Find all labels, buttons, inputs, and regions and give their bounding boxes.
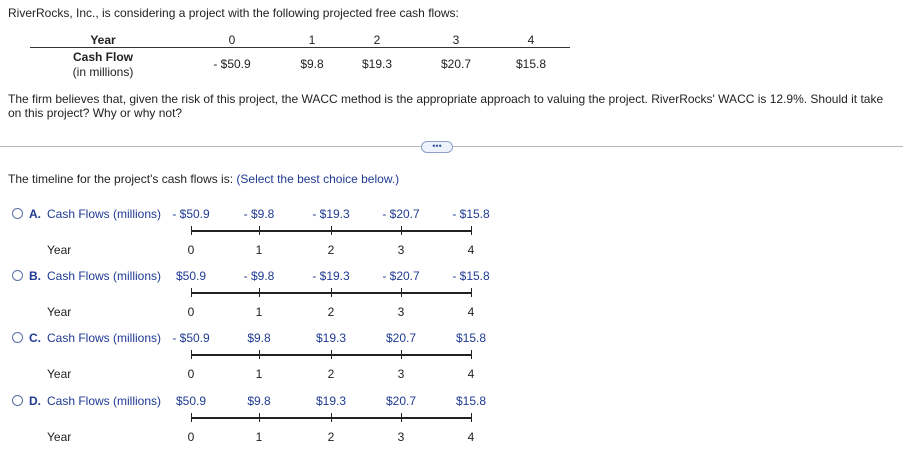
- timeline-tick: [331, 288, 332, 297]
- year-label: Year: [47, 243, 72, 257]
- cash-flow-value: $15.8: [455, 331, 487, 345]
- period-label: 1: [255, 430, 263, 444]
- question-text: The timeline for the project's cash flows is:: [8, 172, 234, 186]
- timeline-tick: [331, 413, 332, 422]
- timeline-tick: [401, 350, 402, 359]
- cash-flow-value: - $9.8: [243, 269, 275, 283]
- problem-paragraph: The firm believes that, given the risk of this project, the WACC method is the appropriate approach to valuing the project. RiverRocks' WACC is 12.9%. Should it take on this project? Why or why not?: [8, 92, 884, 120]
- table-year-cell: 1: [308, 33, 316, 47]
- more-button[interactable]: •••: [421, 141, 453, 153]
- timeline-tick: [331, 226, 332, 235]
- radio-button[interactable]: [12, 270, 23, 281]
- period-label: 3: [397, 305, 405, 319]
- period-label: 2: [327, 243, 335, 257]
- period-label: 3: [397, 430, 405, 444]
- table-year-cell: 4: [527, 33, 535, 47]
- option-letter[interactable]: D.: [29, 394, 41, 408]
- timeline-tick: [259, 350, 260, 359]
- option-letter[interactable]: B.: [29, 269, 41, 283]
- cash-flow-value: $50.9: [175, 269, 207, 283]
- cash-flow-value: $20.7: [385, 331, 417, 345]
- timeline-tick: [331, 350, 332, 359]
- period-label: 2: [327, 430, 335, 444]
- table-year-header: Year: [90, 33, 116, 47]
- question-prompt: [8, 172, 399, 186]
- cash-flow-value: $50.9: [175, 394, 207, 408]
- table-cashflow-cell: $19.3: [361, 57, 393, 71]
- year-label: Year: [47, 430, 72, 444]
- option-label[interactable]: Cash Flows (millions): [47, 269, 162, 283]
- timeline-tick: [191, 288, 192, 297]
- period-label: 3: [397, 367, 405, 381]
- option-label[interactable]: Cash Flows (millions): [47, 331, 162, 345]
- cash-flow-value: - $19.3: [312, 269, 350, 283]
- table-year-cell: 2: [373, 33, 381, 47]
- radio-button[interactable]: [12, 208, 23, 219]
- period-label: 3: [397, 243, 405, 257]
- cash-flow-value: $19.3: [315, 331, 347, 345]
- timeline-tick: [471, 413, 472, 422]
- cash-flow-value: - $15.8: [452, 269, 490, 283]
- option-label[interactable]: Cash Flows (millions): [47, 207, 162, 221]
- timeline-tick: [191, 226, 192, 235]
- cash-flow-value: - $20.7: [382, 207, 420, 221]
- intro-text: RiverRocks, Inc., is considering a project with the following projected free cash flows:: [8, 6, 459, 20]
- option-letter[interactable]: C.: [29, 331, 41, 345]
- cash-flow-value: $9.8: [247, 331, 271, 345]
- cash-flow-value: - $15.8: [452, 207, 490, 221]
- option-letter[interactable]: A.: [29, 207, 41, 221]
- cash-flow-value: - $19.3: [312, 207, 350, 221]
- cash-flow-value: - $50.9: [172, 331, 210, 345]
- radio-button[interactable]: [12, 332, 23, 343]
- timeline-tick: [401, 288, 402, 297]
- period-label: 0: [187, 305, 195, 319]
- timeline-tick: [471, 350, 472, 359]
- timeline-tick: [401, 226, 402, 235]
- timeline-tick: [191, 350, 192, 359]
- cash-flow-value: - $20.7: [382, 269, 420, 283]
- period-label: 0: [187, 367, 195, 381]
- cash-flow-value: $15.8: [455, 394, 487, 408]
- table-cashflow-cell: $9.8: [300, 57, 324, 71]
- period-label: 2: [327, 367, 335, 381]
- table-year-cell: 0: [228, 33, 236, 47]
- timeline-tick: [191, 413, 192, 422]
- question-hint: (Select the best choice below.): [236, 172, 400, 186]
- period-label: 4: [467, 243, 475, 257]
- table-cashflow-units: (in millions): [72, 65, 134, 79]
- period-label: 4: [467, 367, 475, 381]
- period-label: 1: [255, 305, 263, 319]
- timeline-tick: [259, 226, 260, 235]
- timeline-tick: [401, 413, 402, 422]
- cash-flow-value: $20.7: [385, 394, 417, 408]
- period-label: 1: [255, 367, 263, 381]
- radio-button[interactable]: [12, 395, 23, 406]
- timeline-tick: [259, 413, 260, 422]
- cash-flow-value: - $50.9: [172, 207, 210, 221]
- option-label[interactable]: Cash Flows (millions): [47, 394, 162, 408]
- year-label: Year: [47, 305, 72, 319]
- table-header-rule: [30, 47, 570, 48]
- period-label: 4: [467, 305, 475, 319]
- period-label: 2: [327, 305, 335, 319]
- table-cashflow-cell: $20.7: [440, 57, 472, 71]
- cash-flow-value: $9.8: [247, 394, 271, 408]
- period-label: 4: [467, 430, 475, 444]
- timeline-tick: [471, 226, 472, 235]
- table-cashflow-cell: - $50.9: [213, 57, 251, 71]
- cash-flow-value: - $9.8: [243, 207, 275, 221]
- period-label: 1: [255, 243, 263, 257]
- table-cashflow-header: Cash Flow: [72, 50, 134, 64]
- year-label: Year: [47, 367, 72, 381]
- timeline-tick: [259, 288, 260, 297]
- timeline-tick: [471, 288, 472, 297]
- table-cashflow-cell: $15.8: [515, 57, 547, 71]
- table-year-cell: 3: [452, 33, 460, 47]
- period-label: 0: [187, 243, 195, 257]
- period-label: 0: [187, 430, 195, 444]
- cash-flow-value: $19.3: [315, 394, 347, 408]
